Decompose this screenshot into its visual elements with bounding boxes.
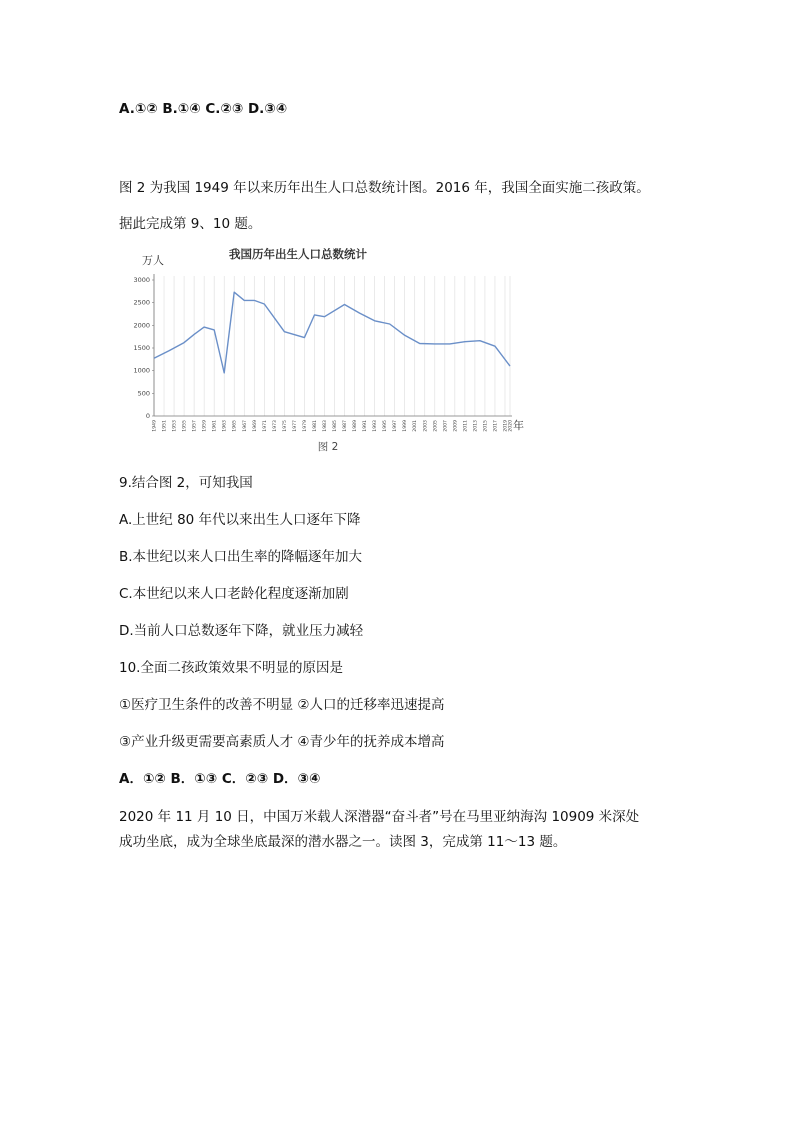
q9-option-d: D.当前人口总数逐年下降，就业压力减轻	[119, 623, 364, 639]
chart-caption: 图 2	[317, 441, 339, 453]
x-tick-label: 1985	[333, 420, 339, 432]
intro-line-2: 据此完成第 9、10 题。	[119, 216, 262, 232]
x-tick-label: 1967	[242, 420, 248, 432]
x-tick-label: 1959	[202, 420, 208, 432]
prev-answer-options: A.①② B.①④ C.②③ D.③④	[119, 101, 288, 117]
x-tick-label: 2011	[463, 420, 469, 432]
x-tick-label: 2013	[473, 420, 479, 432]
x-tick-label: 1987	[343, 420, 349, 432]
x-tick-label: 1993	[373, 420, 379, 432]
q10-options-1-2: ①医疗卫生条件的改善不明显 ②人口的迁移率迅速提高	[119, 697, 445, 713]
x-tick-label: 1991	[363, 420, 369, 432]
birth-population-chart	[118, 240, 538, 455]
x-tick-label: 1979	[302, 420, 308, 432]
q10-stem: 10.全面二孩政策效果不明显的原因是	[119, 660, 343, 676]
y-tick-label: 1000	[133, 366, 150, 375]
x-tick-label: 2001	[413, 420, 419, 432]
y-tick-label: 1500	[133, 344, 150, 352]
x-tick-label: 1973	[272, 420, 278, 432]
x-tick-label: 2009	[453, 420, 459, 432]
x-tick-label: 2019	[503, 420, 509, 432]
y-axis-label: 万人	[142, 254, 164, 267]
x-tick-label: 1971	[262, 420, 268, 432]
series-line	[154, 292, 510, 373]
x-tick-label: 1951	[162, 420, 168, 432]
x-tick-label: 2017	[493, 420, 499, 432]
next-intro-line-1: 2020 年 11 月 10 日，中国万米载人深潜器“奋斗者”号在马里亚纳海沟 10909 米深处	[119, 809, 640, 825]
x-tick-label: 1995	[383, 420, 389, 432]
x-tick-label: 2005	[433, 420, 439, 432]
x-tick-label: 1965	[232, 420, 238, 432]
intro-line-1: 图 2 为我国 1949 年以来历年出生人口总数统计图。2016 年，我国全面实施二孩政策。	[119, 180, 650, 196]
x-axis-unit: 年	[513, 419, 524, 432]
y-tick-label: 3000	[133, 276, 150, 284]
y-tick-label: 0	[145, 412, 150, 420]
chart-title: 我国历年出生人口总数统计	[229, 247, 367, 261]
x-tick-label: 2020	[508, 420, 514, 432]
x-tick-label: 1997	[393, 420, 399, 432]
q9-option-a: A.上世纪 80 年代以来出生人口逐年下降	[119, 512, 361, 528]
x-tick-label: 2003	[423, 420, 429, 432]
x-tick-label: 1957	[192, 420, 198, 432]
x-tick-label: 1953	[172, 420, 178, 432]
x-tick-label: 1949	[152, 420, 158, 432]
x-tick-label: 1963	[222, 420, 228, 432]
x-tick-label: 1961	[212, 420, 218, 432]
x-tick-label: 1975	[282, 420, 288, 432]
q9-stem: 9.结合图 2，可知我国	[119, 475, 253, 491]
q10-options-3-4: ③产业升级更需要高素质人才 ④青少年的抚养成本增高	[119, 734, 445, 750]
x-tick-label: 1983	[322, 420, 328, 432]
y-tick-label: 2000	[133, 321, 150, 330]
x-tick-label: 1981	[312, 420, 318, 432]
x-tick-label: 1977	[292, 420, 298, 432]
x-tick-label: 2007	[443, 420, 449, 432]
q9-option-b: B.本世纪以来人口出生率的降幅逐年加大	[119, 549, 363, 565]
x-tick-label: 1989	[353, 420, 359, 432]
q10-answer-options: A．①② B．①③ C．②③ D．③④	[119, 771, 321, 787]
q9-option-c: C.本世纪以来人口老龄化程度逐渐加剧	[119, 586, 349, 602]
next-intro-line-2: 成功坐底，成为全球坐底最深的潜水器之一。读图 3，完成第 11～13 题。	[119, 834, 567, 850]
x-tick-label: 1999	[403, 420, 409, 432]
x-tick-label: 1955	[182, 420, 188, 432]
y-tick-label: 500	[137, 389, 150, 398]
x-tick-label: 1969	[252, 420, 258, 432]
x-tick-label: 2015	[483, 420, 489, 432]
y-tick-label: 2500	[133, 298, 150, 307]
